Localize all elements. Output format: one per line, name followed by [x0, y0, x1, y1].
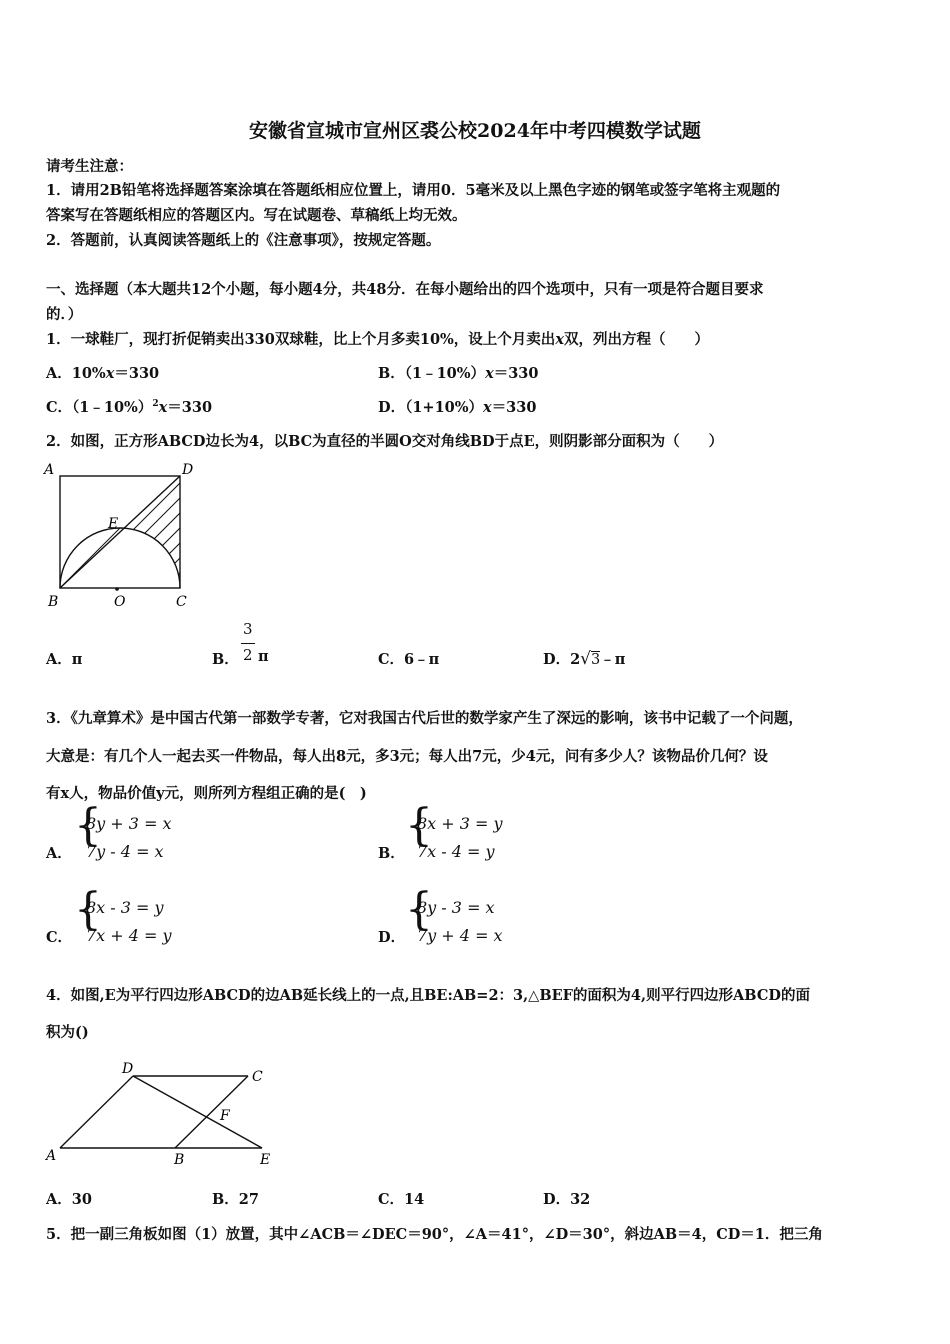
q2-option-c[interactable]: C．6﹣π — [378, 651, 440, 668]
q1-c-var: x — [158, 399, 168, 416]
q3-line1: 3．《九章算术》是中国古代第一部数学专著，它对我国古代后世的数学家产生了深远的影响，该书中记载了一个问题， — [46, 710, 803, 727]
q2-b-denominator: 2 — [243, 646, 253, 664]
q1-c-sup: 2 — [152, 399, 159, 410]
q1-c-text: C．（1﹣10%） — [46, 399, 153, 416]
q1-var: x — [555, 331, 564, 348]
q1-a-end: ＝330 — [114, 365, 160, 382]
q2-d-text: D．2 — [543, 651, 581, 668]
q1-b-var: x — [485, 365, 494, 382]
q2-option-d[interactable] — [543, 648, 625, 669]
q1-stem-b: 双，列出方程（ ） — [563, 331, 709, 348]
q2-b-text: B． — [212, 651, 239, 668]
label-d: D — [182, 462, 194, 478]
line-de — [133, 1076, 262, 1148]
q3-c-eq2: 7x + 4 = y — [86, 926, 172, 945]
q1-d-text: D．（1+10%） — [378, 399, 484, 416]
brace-icon: { — [74, 884, 102, 935]
section1-line2: 的．） — [46, 306, 83, 323]
brace-icon: { — [405, 884, 433, 935]
q3-a-eq2: 7y - 4 = x — [86, 842, 164, 861]
q1-option-b[interactable] — [378, 362, 539, 383]
q3-system-c — [74, 884, 194, 954]
label-o: O — [114, 594, 126, 610]
q3-d-eq1: 8y - 3 = x — [417, 898, 495, 917]
label-f: F — [220, 1108, 230, 1124]
q4-option-b[interactable]: B．27 — [212, 1191, 259, 1208]
notice-heading: 请考生注意： — [46, 158, 133, 175]
q1-d-end: ＝330 — [491, 399, 537, 416]
q3-c-eq1: 8x - 3 = y — [86, 898, 164, 917]
label-d: D — [122, 1061, 134, 1077]
q1-a-var: x — [105, 365, 115, 382]
q1-option-d[interactable] — [378, 396, 536, 417]
q2-d-radicand: 3 — [591, 652, 601, 668]
q3-line2: 大意是：有几个人一起去买一件物品，每人出8元，多3元；每人出7元，少4元，问有多少人？该物品价几何？设 — [46, 748, 768, 765]
center-o-dot — [115, 587, 119, 591]
q2-option-b[interactable] — [212, 648, 239, 669]
q4-line2: 积为() — [46, 1024, 89, 1041]
q3-system-a — [74, 800, 194, 870]
q1-stem — [46, 328, 709, 349]
label-e: E — [108, 516, 119, 532]
shaded-region — [60, 478, 210, 588]
diagonal-bd — [60, 476, 180, 588]
q3-d-eq2: 7y + 4 = x — [417, 926, 503, 945]
q5-line1: 5．把一副三角板如图（1）放置，其中∠ACB＝∠DEC＝90°，∠A＝41°，∠D＝30°，斜边AB＝4，CD＝1．把三角 — [46, 1226, 823, 1243]
brace-icon: { — [74, 800, 102, 851]
q4-line1: 4．如图,E为平行四边形ABCD的边AB延长线上的一点,且BE:AB=2：3,△BEF的面积为4,则平行四边形ABCD的面 — [46, 987, 810, 1004]
q3-line3: 有x人，物品价值y元，则所列方程组正确的是( ) — [46, 785, 367, 802]
label-c: C — [252, 1069, 263, 1085]
q1-option-c[interactable] — [46, 396, 212, 417]
q3-system-d — [405, 884, 525, 954]
label-a: A — [44, 462, 55, 478]
q2-b-fraction-bar — [241, 643, 255, 644]
sqrt-icon: √ — [580, 649, 592, 669]
side-ad — [60, 1076, 133, 1148]
brace-icon: { — [405, 800, 433, 851]
label-b: B — [48, 594, 59, 610]
q3-option-c[interactable]: C． — [46, 929, 73, 946]
q1-option-a[interactable] — [46, 362, 159, 383]
q2-b-numerator: 3 — [243, 620, 253, 638]
side-bc — [175, 1076, 248, 1148]
q2-option-a[interactable]: A．π — [46, 651, 83, 668]
q1-b-text: B．（1﹣10%） — [378, 365, 486, 382]
q4-option-c[interactable]: C．14 — [378, 1191, 425, 1208]
q3-option-b[interactable]: B． — [378, 845, 405, 862]
q1-c-end: ＝330 — [167, 399, 213, 416]
q3-option-a[interactable]: A． — [46, 845, 72, 862]
notice-line-2: 2．答题前，认真阅读答题纸上的《注意事项》，按规定答题。 — [46, 232, 441, 249]
q2-stem: 2．如图，正方形ABCD边长为4，以BC为直径的半圆O交对角线BD于点E，则阴影部分面积为（ ） — [46, 433, 724, 450]
label-e: E — [260, 1152, 271, 1168]
q1-a-text: A．10% — [46, 365, 106, 382]
q2-d-end: ﹣π — [600, 651, 626, 668]
semicircle — [60, 528, 180, 588]
q3-b-eq1: 8x + 3 = y — [417, 814, 503, 833]
q1-b-end: ＝330 — [493, 365, 539, 382]
section1-line1: 一、选择题（本大题共12个小题，每小题4分，共48分．在每小题给出的四个选项中，只有一项是符合题目要求 — [46, 281, 764, 298]
label-c: C — [176, 594, 187, 610]
q1-d-var: x — [483, 399, 492, 416]
q4-option-d[interactable]: D．32 — [543, 1191, 591, 1208]
notice-line-1a: 1．请用2B铅笔将选择题答案涂填在答题纸相应位置上，请用0．5毫米及以上黑色字迹的钢笔或签字笔将主观题的 — [46, 182, 781, 199]
notice-line-1b: 答案写在答题纸相应的答题区内。写在试题卷、草稿纸上均无效。 — [46, 207, 467, 224]
q2-figure — [40, 458, 210, 613]
q3-b-eq2: 7x - 4 = y — [417, 842, 495, 861]
q3-a-eq1: 8y + 3 = x — [86, 814, 172, 833]
label-a: A — [46, 1148, 57, 1164]
page-title: 安徽省宣城市宣州区裘公校2024年中考四模数学试题 — [249, 120, 701, 142]
q3-system-b — [405, 800, 525, 870]
q4-option-a[interactable]: A．30 — [46, 1191, 92, 1208]
label-b: B — [174, 1152, 185, 1168]
q4-figure — [40, 1058, 280, 1170]
q3-option-d[interactable]: D． — [378, 929, 406, 946]
q2-b-end: π — [258, 648, 269, 665]
q1-stem-a: 1．一球鞋厂，现打折促销卖出330双球鞋，比上个月多卖10%，设上个月卖出 — [46, 331, 556, 348]
